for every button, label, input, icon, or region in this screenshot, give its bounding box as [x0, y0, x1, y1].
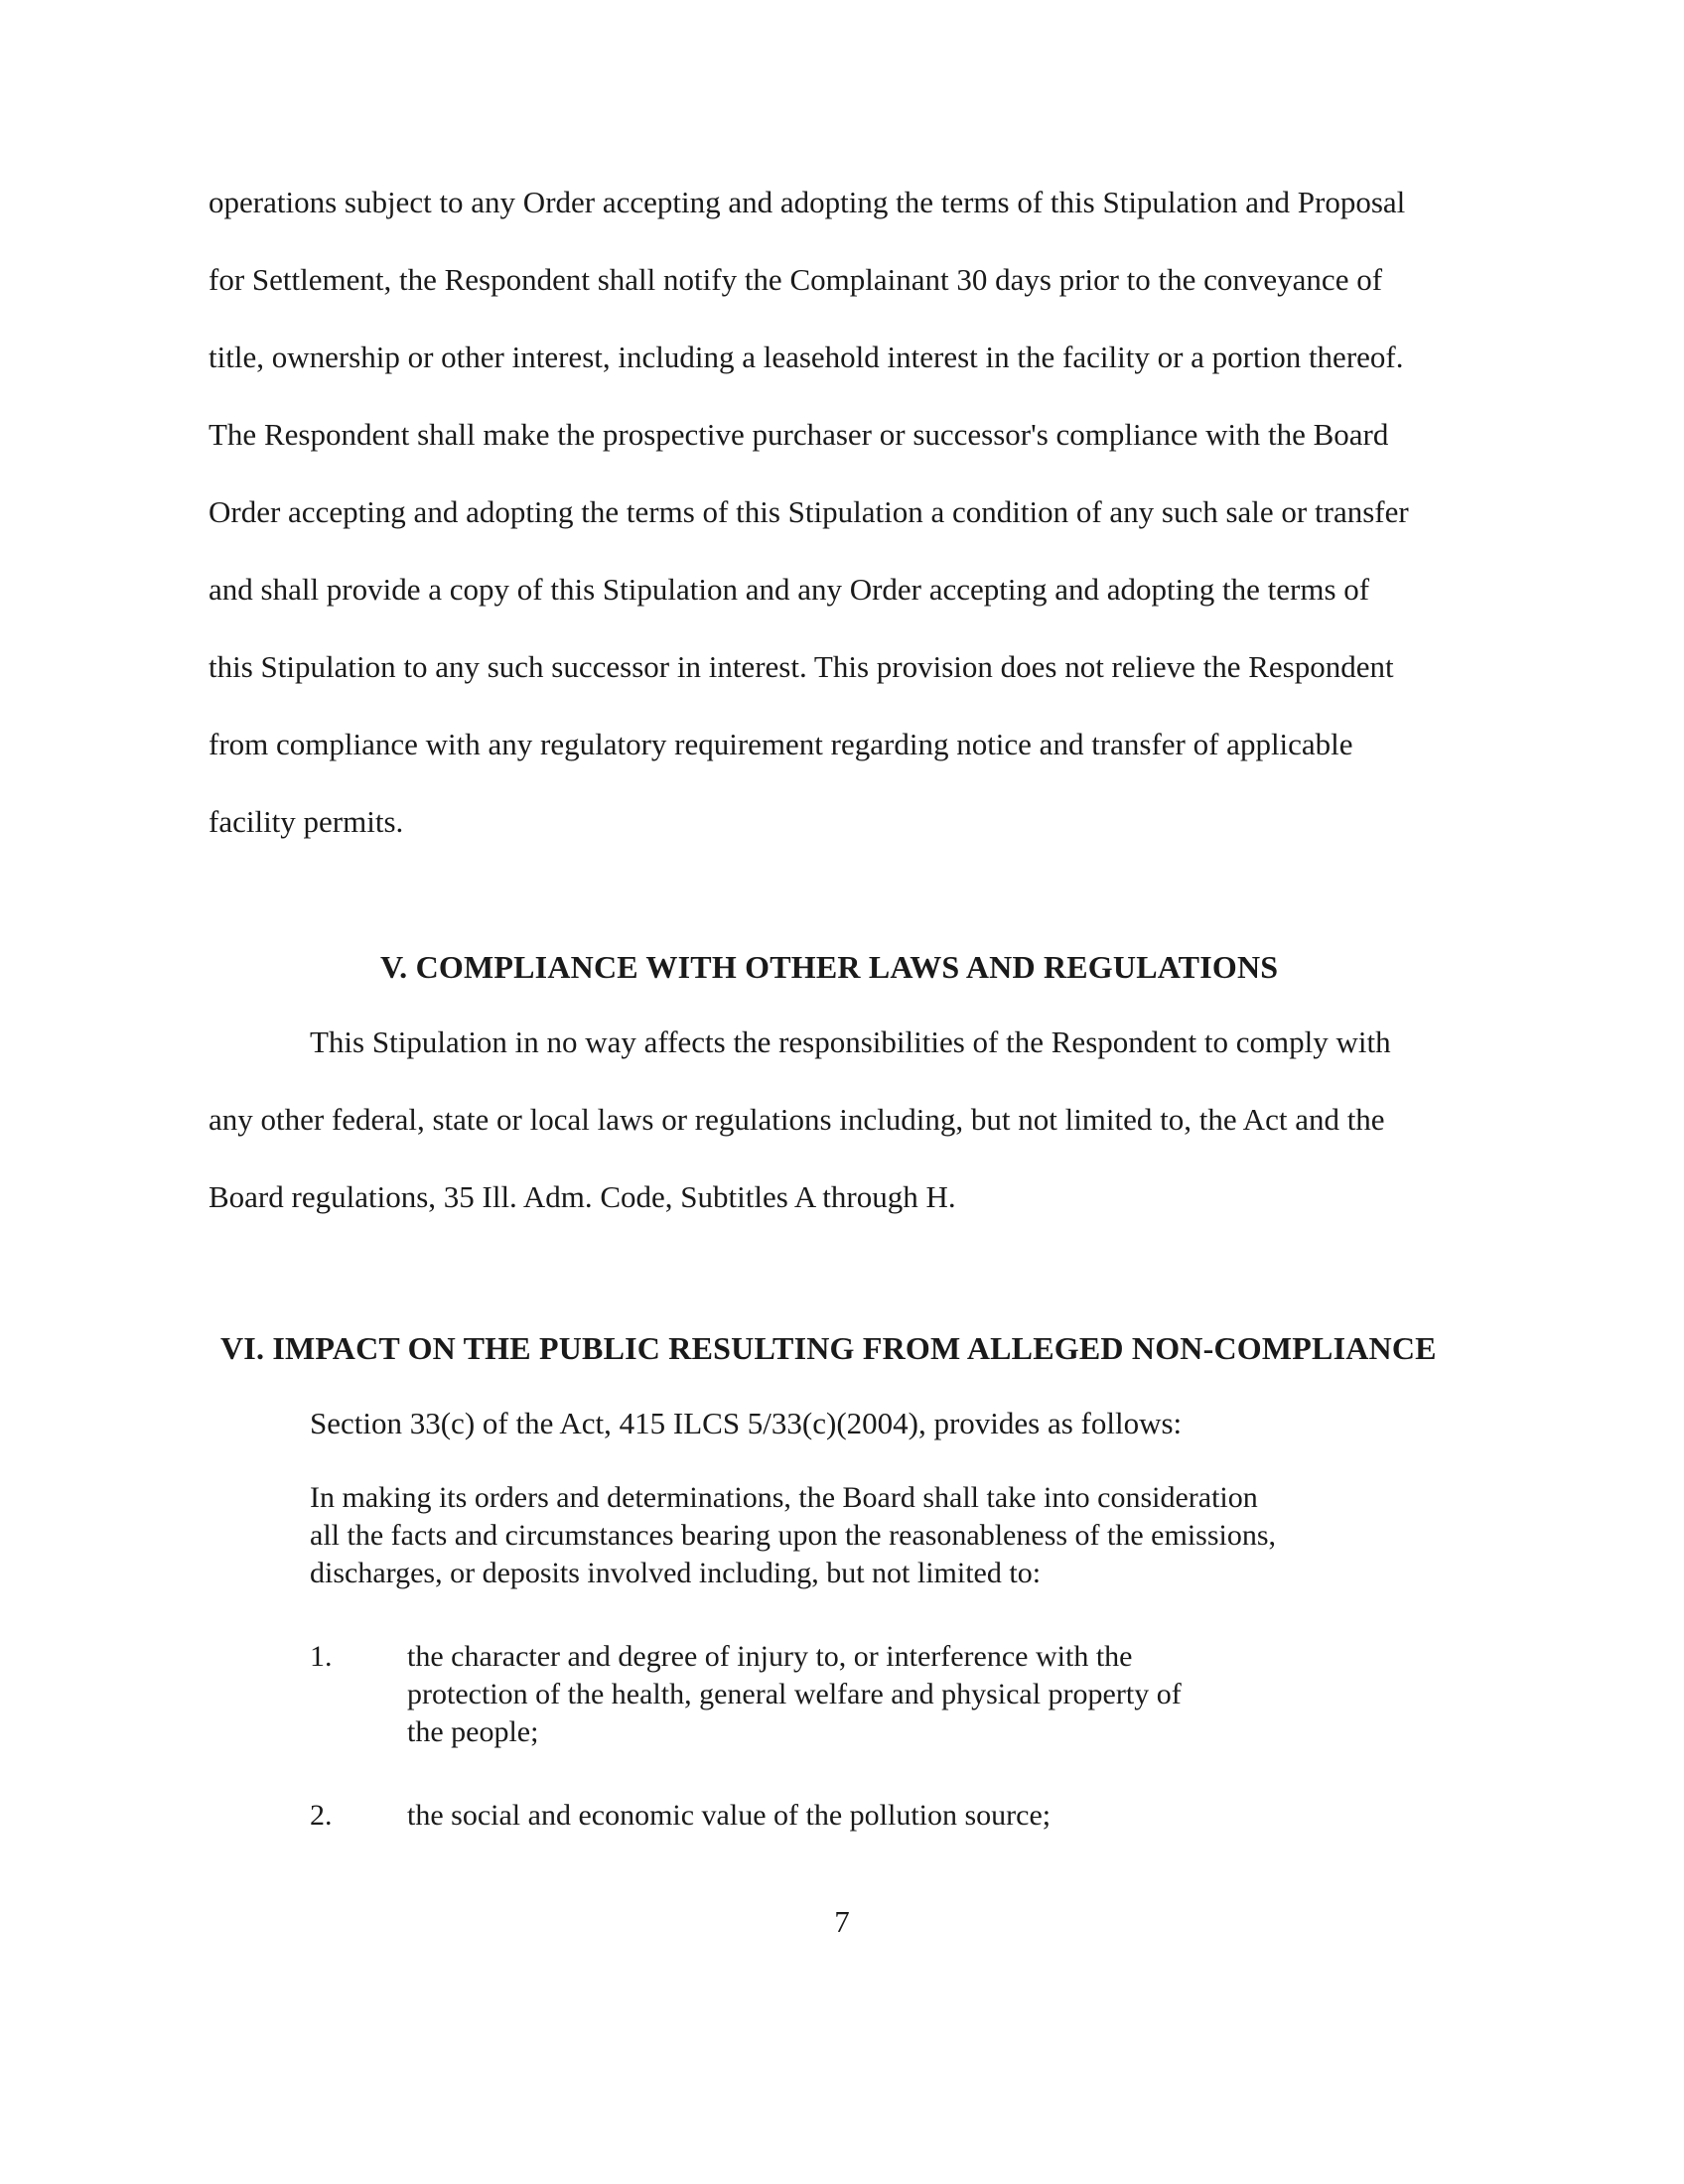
paragraph-line: Board regulations, 35 Ill. Adm. Code, Subtitles A through H.	[209, 1179, 956, 1214]
paragraph-line: The Respondent shall make the prospective purchaser or successor's compliance with the Board	[209, 417, 1389, 452]
paragraph-line: title, ownership or other interest, including a leasehold interest in the facility or a portion thereof.	[209, 340, 1404, 374]
item-number: 1.	[310, 1640, 333, 1673]
page-number: 7	[834, 1904, 850, 1939]
section-vi-heading: VI. IMPACT ON THE PUBLIC RESULTING FROM ALLEGED NON-COMPLIANCE	[220, 1330, 1437, 1366]
section-vi-intro: Section 33(c) of the Act, 415 ILCS 5/33(c)(2004), provides as follows:	[310, 1406, 1183, 1440]
paragraph-line: Order accepting and adopting the terms of this Stipulation a condition of any such sale or transfer	[209, 494, 1409, 529]
item-line: the social and economic value of the pollution source;	[407, 1799, 1052, 1832]
paragraph-line: This Stipulation in no way affects the responsibilities of the Respondent to comply with	[310, 1024, 1391, 1059]
quote-line: In making its orders and determinations, the Board shall take into consideration	[310, 1481, 1258, 1514]
paragraph-line: this Stipulation to any such successor in interest. This provision does not relieve the Respondent	[209, 649, 1394, 684]
quote-line: all the facts and circumstances bearing upon the reasonableness of the emissions,	[310, 1519, 1277, 1552]
paragraph-line: operations subject to any Order accepting and adopting the terms of this Stipulation and Proposal	[209, 185, 1406, 219]
item-line: the character and degree of injury to, or interference with the	[407, 1640, 1133, 1673]
paragraph-line: for Settlement, the Respondent shall notify the Complainant 30 days prior to the conveyance of	[209, 262, 1383, 297]
quote-line: discharges, or deposits involved including, but not limited to:	[310, 1557, 1042, 1589]
paragraph-line: and shall provide a copy of this Stipulation and any Order accepting and adopting the terms of	[209, 572, 1370, 607]
section-v-heading: V. COMPLIANCE WITH OTHER LAWS AND REGULATIONS	[380, 949, 1279, 985]
paragraph-line: any other federal, state or local laws or regulations including, but not limited to, the Act and the	[209, 1102, 1385, 1137]
item-number: 2.	[310, 1799, 333, 1832]
item-line: protection of the health, general welfare and physical property of	[407, 1678, 1182, 1710]
item-line: the people;	[407, 1715, 539, 1748]
paragraph-line: facility permits.	[209, 804, 404, 839]
paragraph-line: from compliance with any regulatory requirement regarding notice and transfer of applicable	[209, 727, 1353, 761]
